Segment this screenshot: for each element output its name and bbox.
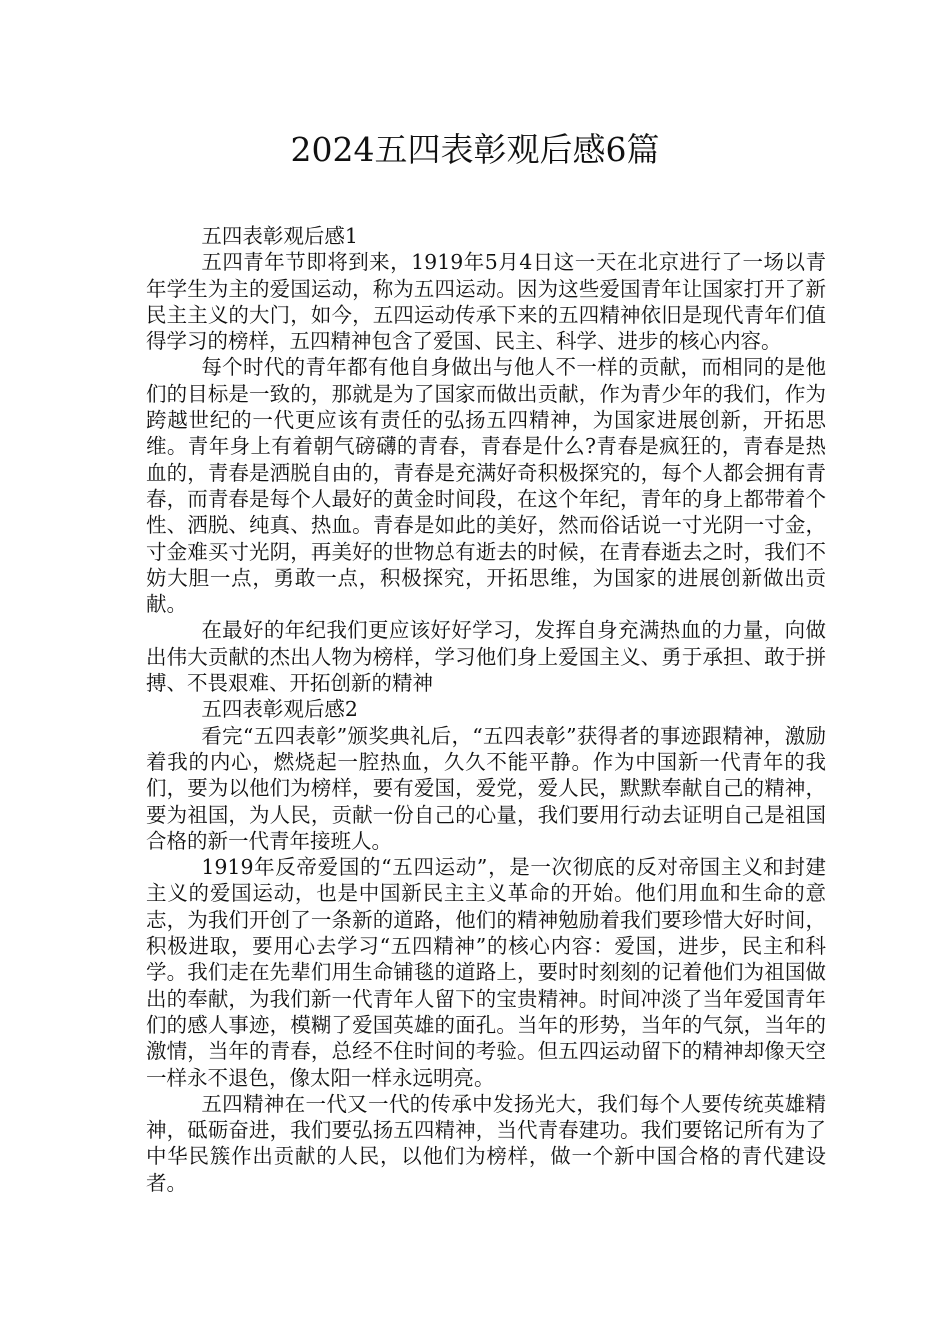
paragraph: 1919年反帝爱国的“五四运动”，是一次彻底的反对帝国主义和封建主义的爱国运动，也是中国新民主主义革命的开始。他们用血和生命的意志，为我们开创了一条新的道路，他们的精神勉励着我们要珍惜大好时间，积极进取，要用心去学习“五四精神”的核心内容：爱国，进步，民主和科学。我们走在先辈们用生命铺毯的道路上，要时时刻刻的记着他们为祖国做出的奉献，为我们新一代青年人留下的宝贵精神。时间冲淡了当年爱国青年们的感人事迹，模糊了爱国英雄的面孔。当年的形势，当年的气氛，当年的激情，当年的青春，总经不住时间的考验。但五四运动留下的精神却像天空一样永不退色，像太阳一样永远明亮。	[146, 855, 826, 1090]
document-body	[146, 223, 826, 1196]
paragraph: 看完“五四表彰”颁奖典礼后，“五四表彰”获得者的事迹跟精神，激励着我的内心，燃烧起一腔热血，久久不能平静。作为中国新一代青年的我们，要为以他们为榜样，要有爱国，爱党，爱人民，默默奉献自己的精神，要为祖国，为人民，贡献一份自己的心量，我们要用行动去证明自己是祖国合格的新一代青年接班人。	[146, 723, 826, 853]
paragraph: 在最好的年纪我们更应该好好学习，发挥自身充满热血的力量，向做出伟大贡献的杰出人物为榜样，学习他们身上爱国主义、勇于承担、敢于拼搏、不畏艰难、开拓创新的精神	[146, 618, 826, 696]
section-heading: 五四表彰观后感1	[201, 224, 358, 248]
section-heading: 五四表彰观后感2	[201, 697, 358, 722]
paragraph: 五四精神在一代又一代的传承中发扬光大，我们每个人要传统英雄精神，砥砺奋进，我们要弘扬五四精神，当代青春建功。我们要铭记所有为了中华民簇作出贡献的人民，以他们为榜样，做一个新中国合格的青代建设者。	[146, 1091, 826, 1195]
document-title: 2024五四表彰观后感6篇	[290, 130, 660, 169]
paragraph: 每个时代的青年都有他自身做出与他人不一样的贡献，而相同的是他们的目标是一致的，那就是为了国家而做出贡献，作为青少年的我们，作为跨越世纪的一代更应该有责任的弘扬五四精神，为国家进展创新，开拓思维。青年身上有着朝气磅礴的青春，青春是什么?青春是疯狂的，青春是热血的，青春是洒脱自由的，青春是充满好奇积极探究的，每个人都会拥有青春，而青春是每个人最好的黄金时间段，在这个年纪，青年的身上都带着个性、洒脱、纯真、热血。青春是如此的美好，然而俗话说一寸光阴一寸金，寸金难买寸光阴，再美好的世物总有逝去的时候，在青春逝去之时，我们不妨大胆一点，勇敢一点，积极探究，开拓思维，为国家的进展创新做出贡献。	[146, 355, 826, 617]
paragraph: 五四青年节即将到来，1919年5月4日这一天在北京进行了一场以青年学生为主的爱国运动，称为五四运动。因为这些爱国青年让国家打开了新民主主义的大门，如今，五四运动传承下来的五四精神依旧是现代青年们值得学习的榜样，五四精神包含了爱国、民主、科学、进步的核心内容。	[146, 250, 826, 354]
